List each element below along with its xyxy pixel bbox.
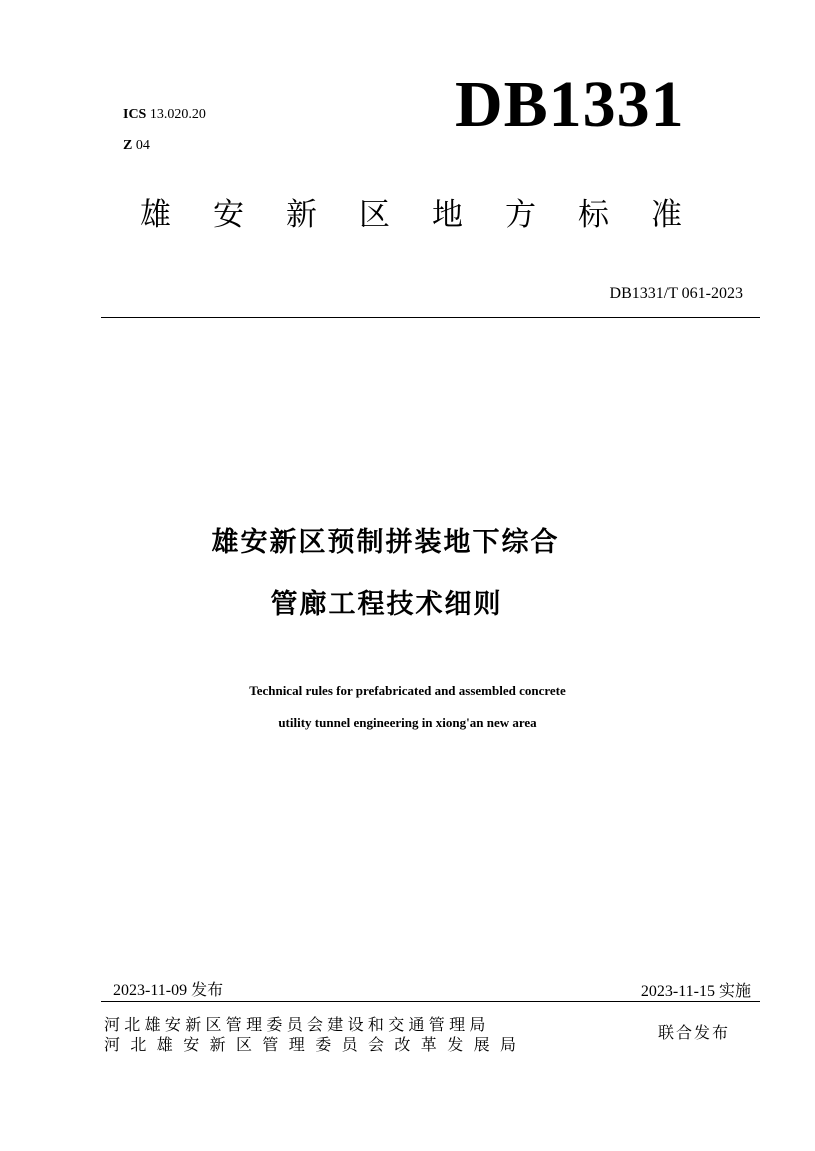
z-classification: [123, 138, 150, 154]
joint-release-label: 联合发布: [658, 1023, 731, 1042]
implement-date: 2023-11-15 实施: [640, 983, 751, 1000]
chinese-title-line-1: 雄安新区预制拼装地下综合: [211, 527, 560, 558]
z-label: Z: [123, 138, 133, 153]
ics-label: ICS: [123, 107, 147, 122]
publish-date: 2023-11-09 发布: [113, 982, 224, 999]
chinese-title-line-2: 管廊工程技术细则: [270, 589, 503, 620]
z-code: 04: [132, 138, 150, 153]
db-code: DB1331: [455, 68, 685, 141]
ics-classification: [123, 107, 206, 123]
standard-number: DB1331/T 061-2023: [609, 285, 743, 302]
bottom-divider: [101, 1001, 760, 1002]
ics-code: 13.020.20: [146, 107, 206, 122]
issuer-line-2: 河北雄安新区管理委员会改革发展局: [104, 1035, 527, 1054]
top-divider: [101, 317, 760, 318]
issuer-line-1: 河北雄安新区管理委员会建设和交通管理局: [104, 1015, 490, 1034]
english-title-line-2: utility tunnel engineering in xiong'an new area: [278, 715, 537, 730]
standard-type-title: 雄安新区地方标准: [140, 197, 724, 233]
english-title-line-1: Technical rules for prefabricated and assembled concrete: [249, 683, 566, 698]
